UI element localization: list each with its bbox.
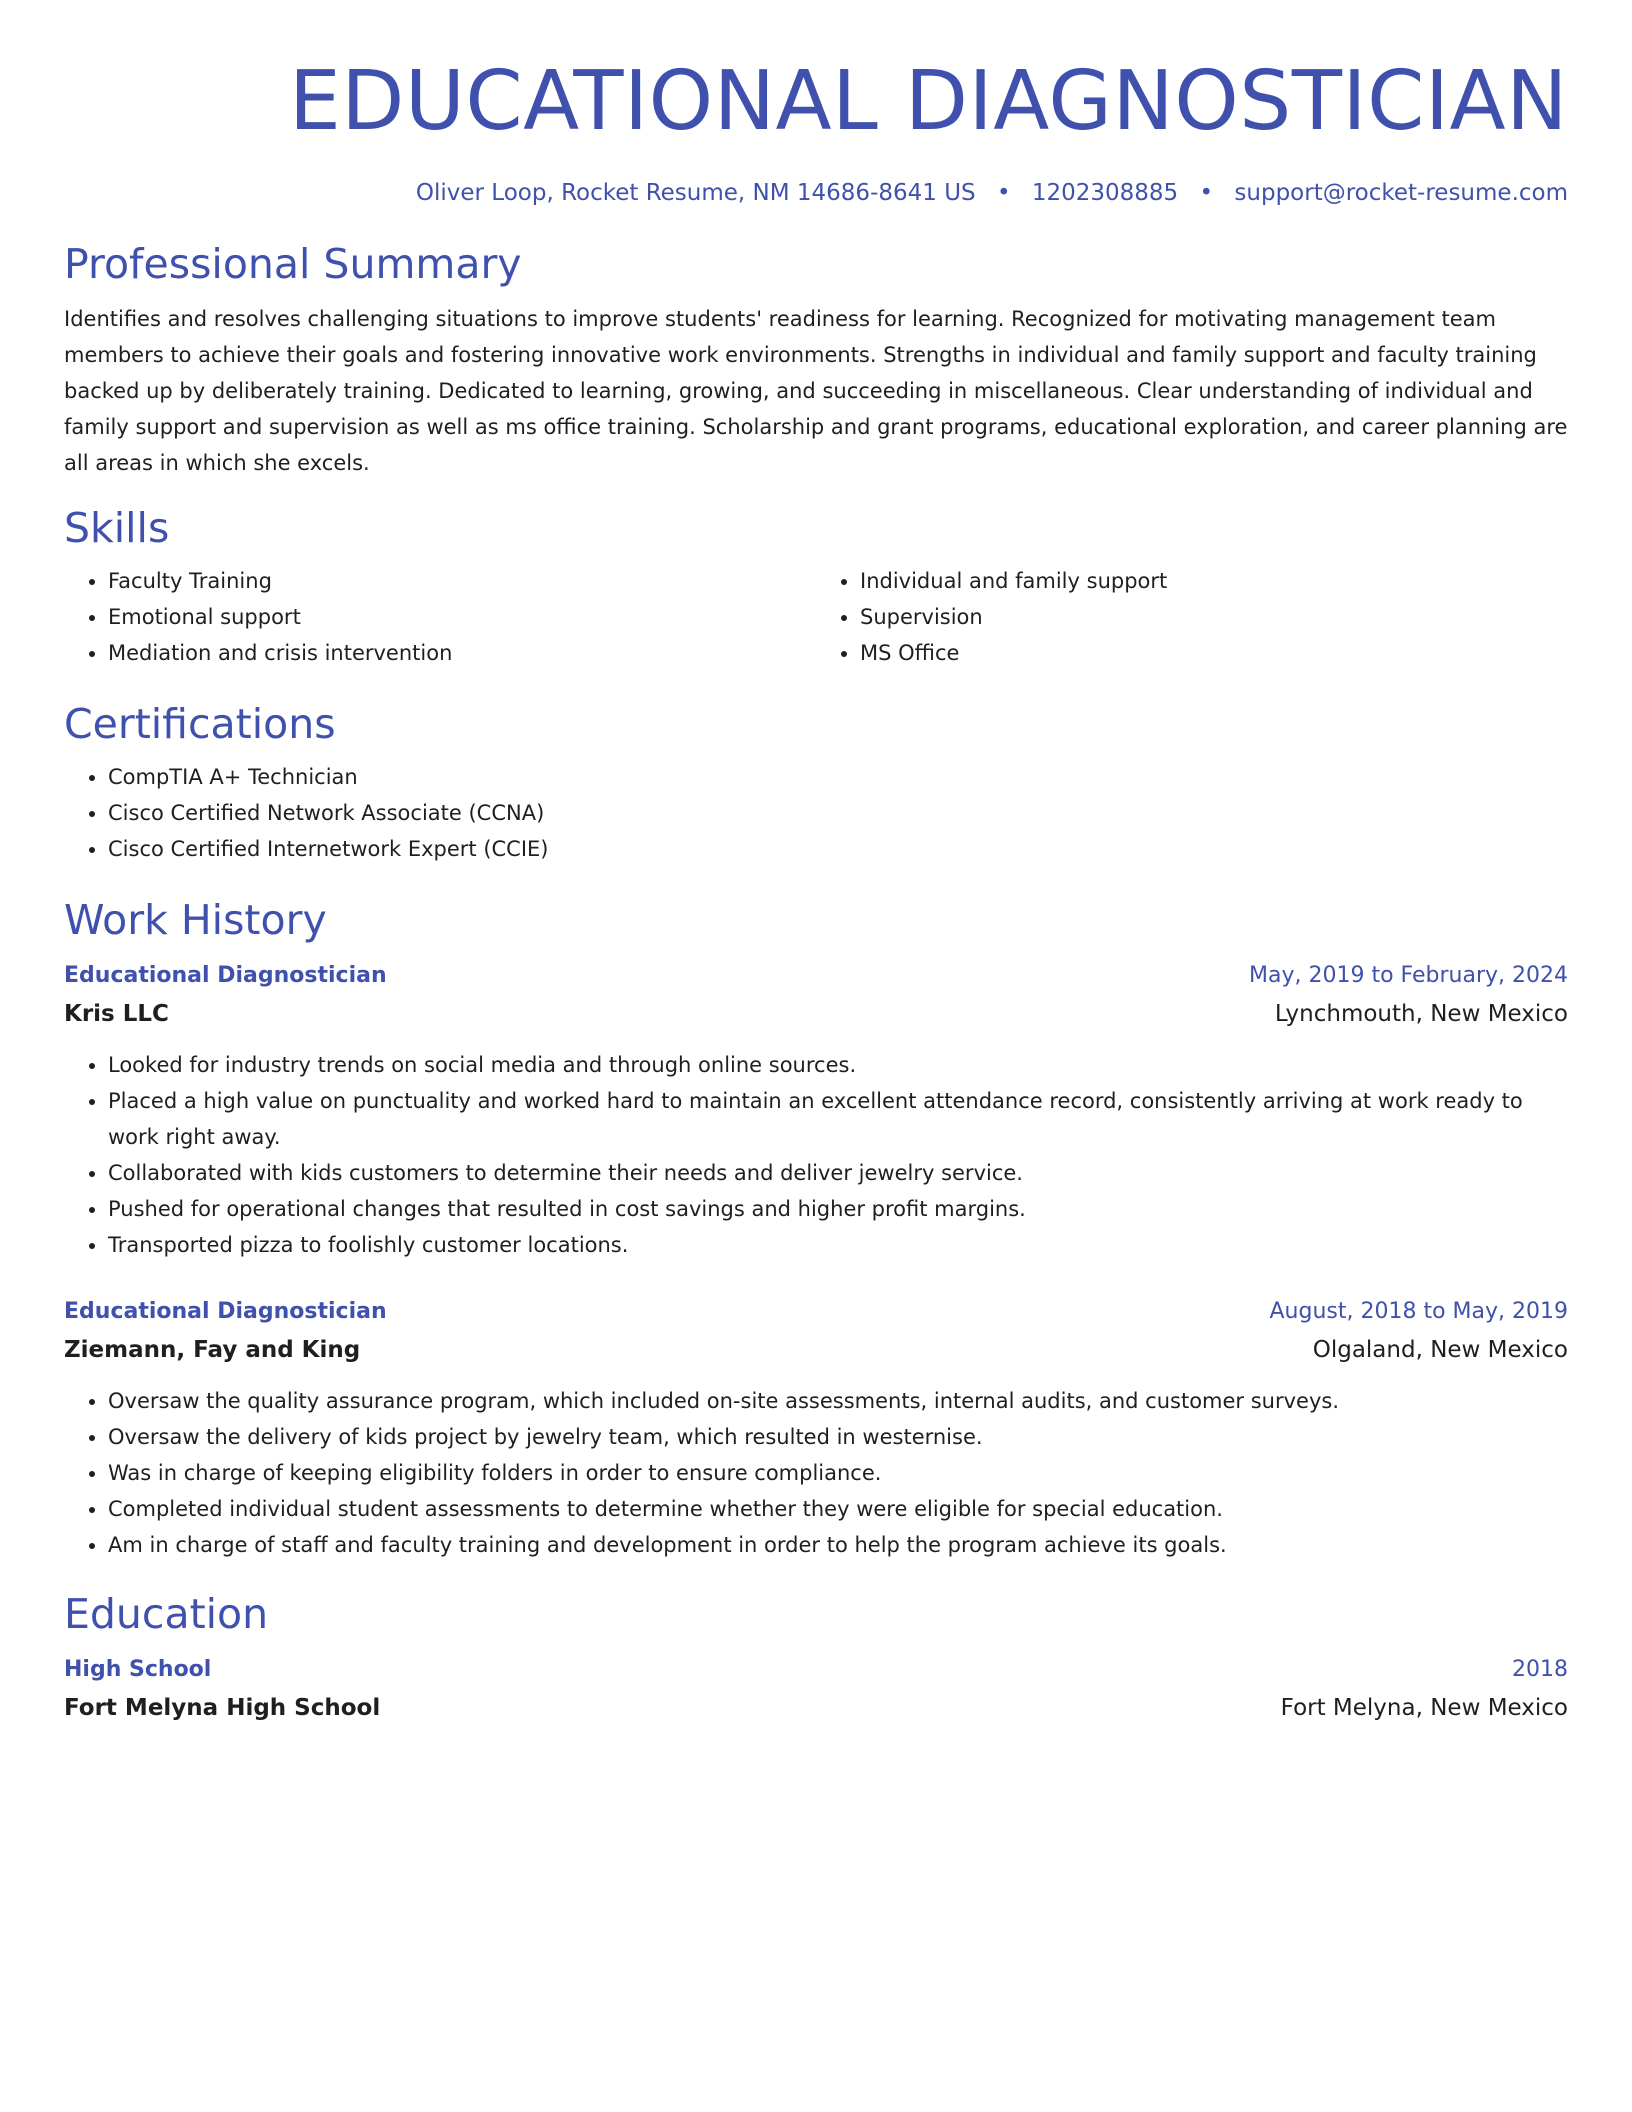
skill-item: • Faculty Training xyxy=(108,563,816,599)
job-dates: August, 2018 to May, 2019 xyxy=(1269,1299,1568,1324)
job-title: Educational Diagnostician xyxy=(64,963,387,988)
summary-heading: Professional Summary xyxy=(64,240,522,288)
education-year: 2018 xyxy=(1512,1657,1568,1682)
job-company: Kris LLC xyxy=(64,1001,169,1027)
job-location: Olgaland, New Mexico xyxy=(1312,1337,1568,1363)
education-degree-row xyxy=(64,1651,1568,1689)
certification-item: • CompTIA A+ Technician xyxy=(108,759,1568,795)
skill-item: • Individual and family support xyxy=(860,563,1568,599)
job-duty: • Oversaw the delivery of kids project by jewelry team, which resulted in westernise. xyxy=(108,1419,1568,1455)
contact-separator: • xyxy=(1199,180,1214,206)
certification-item: • Cisco Certified Network Associate (CCNA) xyxy=(108,795,1568,831)
job-duty: • Collaborated with kids customers to determine their needs and deliver jewelry service. xyxy=(108,1155,1568,1191)
job-company-row xyxy=(64,1331,1568,1369)
contact-email: support@rocket-resume.com xyxy=(1234,180,1568,206)
skill-item: • Mediation and crisis intervention xyxy=(108,635,816,671)
certifications-section xyxy=(64,699,1568,867)
job-location: Lynchmouth, New Mexico xyxy=(1274,1001,1568,1027)
job-duties-list xyxy=(64,1383,1568,1563)
education-school: Fort Melyna High School xyxy=(64,1695,381,1721)
work-history-heading: Work History xyxy=(64,896,327,944)
education-school-row xyxy=(64,1689,1568,1727)
certifications-list xyxy=(64,759,1568,867)
contact-line xyxy=(64,178,1568,208)
skill-item: • MS Office xyxy=(860,635,1568,671)
job-dates: May, 2019 to February, 2024 xyxy=(1249,963,1568,988)
contact-phone: 1202308885 xyxy=(1031,180,1179,206)
resume-header xyxy=(64,0,1568,208)
job-duty: • Was in charge of keeping eligibility folders in order to ensure compliance. xyxy=(108,1455,1568,1491)
job-title-row xyxy=(64,1293,1568,1331)
education-heading: Education xyxy=(64,1590,269,1638)
job-company: Ziemann, Fay and King xyxy=(64,1337,361,1363)
job-duty: • Transported pizza to foolishly customer locations. xyxy=(108,1227,1568,1263)
job-title-row xyxy=(64,957,1568,995)
job-entry xyxy=(64,957,1568,1263)
summary-text: Identifies and resolves challenging situations to improve students' readiness for learning. Recognized for motivating management team members to achieve their goals and fostering innovative work environments. Strengths in individual and family support and faculty training backed up by deliberately training. Dedicated to learning, growing, and succeeding in miscellaneous. Clear understanding of individual and family support and supervision as well as ms office training. Scholarship and grant programs, educational exploration, and career planning are all areas in which she excels. xyxy=(64,307,1568,475)
job-company-row xyxy=(64,995,1568,1033)
skills-grid xyxy=(64,563,1568,671)
education-location: Fort Melyna, New Mexico xyxy=(1280,1695,1568,1721)
skills-list-right xyxy=(816,563,1568,671)
job-duties-list xyxy=(64,1047,1568,1263)
job-duty: • Placed a high value on punctuality and worked hard to maintain an excellent attendance record, consistently arriving at work ready to work right away. xyxy=(108,1083,1568,1155)
job-duty: • Am in charge of staff and faculty training and development in order to help the program achieve its goals. xyxy=(108,1527,1568,1563)
candidate-name: EDUCATIONAL DIAGNOSTICIAN xyxy=(288,54,1568,149)
skills-section xyxy=(64,503,1568,671)
skill-item: • Emotional support xyxy=(108,599,816,635)
contact-address: Oliver Loop, Rocket Resume, NM 14686-8641 US xyxy=(415,180,976,206)
work-history-section xyxy=(64,895,1568,1563)
education-section xyxy=(64,1589,1568,1727)
education-entry xyxy=(64,1651,1568,1727)
job-duty: • Looked for industry trends on social media and through online sources. xyxy=(108,1047,1568,1083)
job-duty: • Pushed for operational changes that resulted in cost savings and higher profit margins. xyxy=(108,1191,1568,1227)
job-duty: • Oversaw the quality assurance program, which included on-site assessments, internal audits, and customer surveys. xyxy=(108,1383,1568,1419)
contact-separator: • xyxy=(996,180,1011,206)
job-entry xyxy=(64,1293,1568,1563)
summary-section xyxy=(64,239,1568,481)
certifications-heading: Certifications xyxy=(64,700,336,748)
skill-item: • Supervision xyxy=(860,599,1568,635)
skills-heading: Skills xyxy=(64,504,170,552)
education-degree: High School xyxy=(64,1657,212,1682)
job-duty: • Completed individual student assessments to determine whether they were eligible for special education. xyxy=(108,1491,1568,1527)
job-title: Educational Diagnostician xyxy=(64,1299,387,1324)
certification-item: • Cisco Certified Internetwork Expert (CCIE) xyxy=(108,831,1568,867)
skills-list-left xyxy=(64,563,816,671)
